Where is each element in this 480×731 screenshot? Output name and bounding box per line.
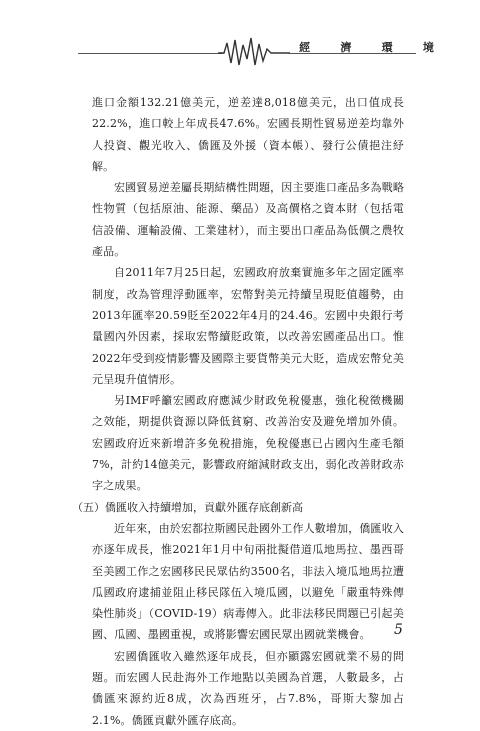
header-rule-left (78, 53, 223, 54)
section-heading: （五）僑匯收入持續增加，貢獻外匯存底創新高 (72, 500, 303, 514)
heartbeat-wave-icon (218, 36, 290, 68)
header-title-char: 濟 (340, 41, 354, 54)
paragraph: 近年來，由於宏都拉斯國民赴國外工作人數增加，僑匯收入亦逐年成長，惟2021年1月中旬兩批擬借道瓜地馬拉、墨西哥至美國工作之宏國移民民眾估約3500名，非法入境瓜地馬拉遭瓜國政府逮捕並阻止移民隊伍入境瓜國，以避免「嚴重特殊傳染性肺炎」（COVID-19）病毒傳入。此非法移民問題已引起美國、瓜國、墨國重視，或將影響宏國民眾出國就業機會。 (92, 521, 404, 642)
paragraph: 自2011年7月25日起，宏國政府放棄實施多年之固定匯率制度，改為管理浮動匯率，宏幣對美元持續呈現貶值趨勢，由2013年匯率20.59貶至2022年4月的24.46。宏國中央銀行考量國內外因素，採取宏幣續貶政策，以改善宏國產品出口。惟2022年受到疫情影響及國際主要貨幣美元大貶，造成宏幣兌美元呈現升值情形。 (92, 266, 404, 386)
header-title-char: 環 (381, 41, 395, 54)
paragraph: 進口金額132.21億美元，逆差達8,018億美元，出口值成長22.2%，進口較上年成長47.6%。宏國長期性貿易逆差均靠外人投資、觀光收入、僑匯及外援（資本帳）、發行公債挹注紓解。 (92, 96, 404, 173)
header-title (285, 40, 450, 54)
body-text (72, 92, 404, 731)
paragraph: 宏國僑匯收入雖然逐年成長，但亦顯露宏國就業不易的問題。而宏國人民赴海外工作地點以美國為首選，人數最多，占僑匯來源約近8成，次為西班牙，占7.8%，哥斯大黎加占2.1%。僑匯貢獻外匯存底高。 (92, 649, 404, 727)
page-number: 5 (394, 622, 403, 638)
header-title-char: 經 (299, 41, 313, 54)
page-header (0, 0, 480, 70)
header-title-char: 境 (422, 41, 436, 54)
paragraph: 另IMF呼籲宏國政府應減少財政免稅優惠，強化稅徵機關之效能，期提供資源以降低貧窮、改善治安及避免增加外債。宏國政府近來新增許多免稅措施，免稅優惠已占國內生產毛額7%，計約14億美元，影響政府縮減財政支出，弱化改善財政赤字之成果。 (92, 394, 404, 493)
paragraph: 宏國貿易逆差屬長期結構性問題，因主要進口產品多為戰略性物質（包括原油、能源、藥品）及高價格之資本財（包括電信設備、運輸設備、工業建材），而主要出口產品為低價之農牧產品。 (92, 181, 404, 259)
